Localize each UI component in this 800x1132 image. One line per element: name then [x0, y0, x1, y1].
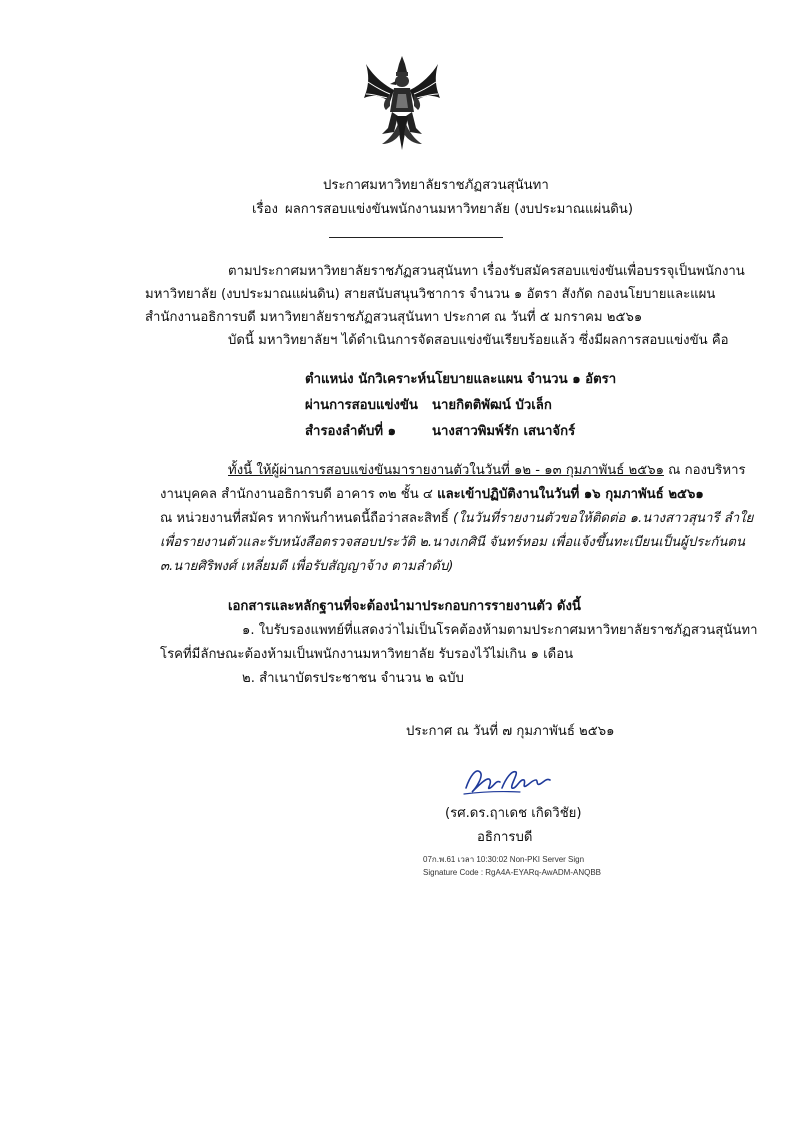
reserve-name: นางสาวพิมพ์รัก เสนาจักร์	[432, 424, 576, 439]
subject-label: เรื่อง	[252, 202, 278, 217]
signer-name: (รศ.ดร.ฤาเดช เกิดวิชัย)	[445, 806, 582, 821]
report-line-4: เพื่อรายงานตัวและรับหนังสือตรวจสอบประวัติ ๒.นางเกศินี จันทร์หอม เพื่อแจ้งขึ้นทะเบียนเป็นผู้ประกันตน	[160, 535, 745, 550]
report-line-1	[228, 462, 746, 480]
passed-name: นายกิตติพัฒน์ บัวเล็ก	[432, 398, 552, 413]
signer-title: อธิการบดี	[477, 830, 533, 845]
position-heading: ตำแหน่ง นักวิเคราะห์นโยบายและแผน จำนวน ๑ อัตรา	[305, 372, 617, 387]
document-item-1-line-1: ๑. ใบรับรองแพทย์ที่แสดงว่าไม่เป็นโรคต้องห้ามตามประกาศมหาวิทยาลัยราชภัฏสวนสุนันทา	[242, 623, 758, 638]
handwritten-signature-icon	[460, 758, 556, 804]
report-line-5: ๓.นายศิริพงศ์ เหลี่ยมดี เพื่อรับสัญญาจ้าง ตามลำดับ)	[160, 559, 454, 574]
intro-line-4: บัดนี้ มหาวิทยาลัยฯ ได้ดำเนินการจัดสอบแข่งขันเรียบร้อยแล้ว ซึ่งมีผลการสอบแข่งขัน คือ	[228, 333, 729, 348]
report-date-underlined: ทั้งนี้ ให้ผู้ผ่านการสอบแข่งขันมารายงานตัวในวันที่ ๑๒ - ๑๓ กุมภาพันธ์ ๒๕๖๑	[228, 463, 664, 478]
reserve-label: สำรองลำดับที่ ๑	[305, 424, 396, 439]
contact-note-1: (ในวันที่รายงานตัวขอให้ติดต่อ ๑.นางสาวสุนารี ลำใย	[453, 511, 754, 526]
document-item-1-line-2: โรคที่มีลักษณะต้องห้ามเป็นพนักงานมหาวิทยาลัย รับรองไว้ไม่เกิน ๑ เดือน	[160, 647, 574, 662]
documents-heading: เอกสารและหลักฐานที่จะต้องนำมาประกอบการรายงานตัว ดังนี้	[228, 599, 581, 614]
e-signature-timestamp: 07ก.พ.61 เวลา 10:30:02 Non-PKI Server Sign	[423, 855, 585, 864]
report-deadline: ณ หน่วยงานที่สมัคร หากพ้นกำหนดนี้ถือว่าสละสิทธิ์	[160, 511, 454, 526]
header-divider	[329, 237, 503, 238]
report-line-3	[160, 510, 753, 528]
intro-line-1: ตามประกาศมหาวิทยาลัยราชภัฏสวนสุนันทา เรื่องรับสมัครสอบแข่งขันเพื่อบรรจุเป็นพนักงาน	[228, 264, 745, 279]
e-signature-code: Signature Code : RgA4A-EYARq-AwADM-ANQBB	[423, 868, 601, 877]
intro-line-2: มหาวิทยาลัย (งบประมาณแผ่นดิน) สายสนับสนุนวิชาการ จำนวน ๑ อัตรา สังกัด กองนโยบายและแผน	[145, 287, 716, 302]
intro-line-3: สำนักงานอธิการบดี มหาวิทยาลัยราชภัฏสวนสุนันทา ประกาศ ณ วันที่ ๕ มกราคม ๒๕๖๑	[145, 310, 643, 325]
garuda-emblem-icon	[360, 54, 444, 154]
report-line-2	[160, 486, 704, 504]
passed-label: ผ่านการสอบแข่งขัน	[305, 398, 418, 413]
report-location: ณ กองบริหาร	[663, 463, 746, 478]
report-building: งานบุคคล สำนักงานอธิการบดี อาคาร ๓๒ ชั้น ๔	[160, 487, 438, 502]
start-work-date: และเข้าปฏิบัติงานในวันที่ ๑๖ กุมภาพันธ์ ๒๕๖๑	[437, 487, 704, 502]
announcement-title: ประกาศมหาวิทยาลัยราชภัฏสวนสุนันทา	[323, 178, 549, 193]
document-item-2: ๒. สำเนาบัตรประชาชน จำนวน ๒ ฉบับ	[242, 671, 464, 686]
announcement-date: ประกาศ ณ วันที่ ๗ กุมภาพันธ์ ๒๕๖๑	[406, 724, 615, 739]
subject-text: ผลการสอบแข่งขันพนักงานมหาวิทยาลัย (งบประมาณแผ่นดิน)	[285, 202, 633, 217]
